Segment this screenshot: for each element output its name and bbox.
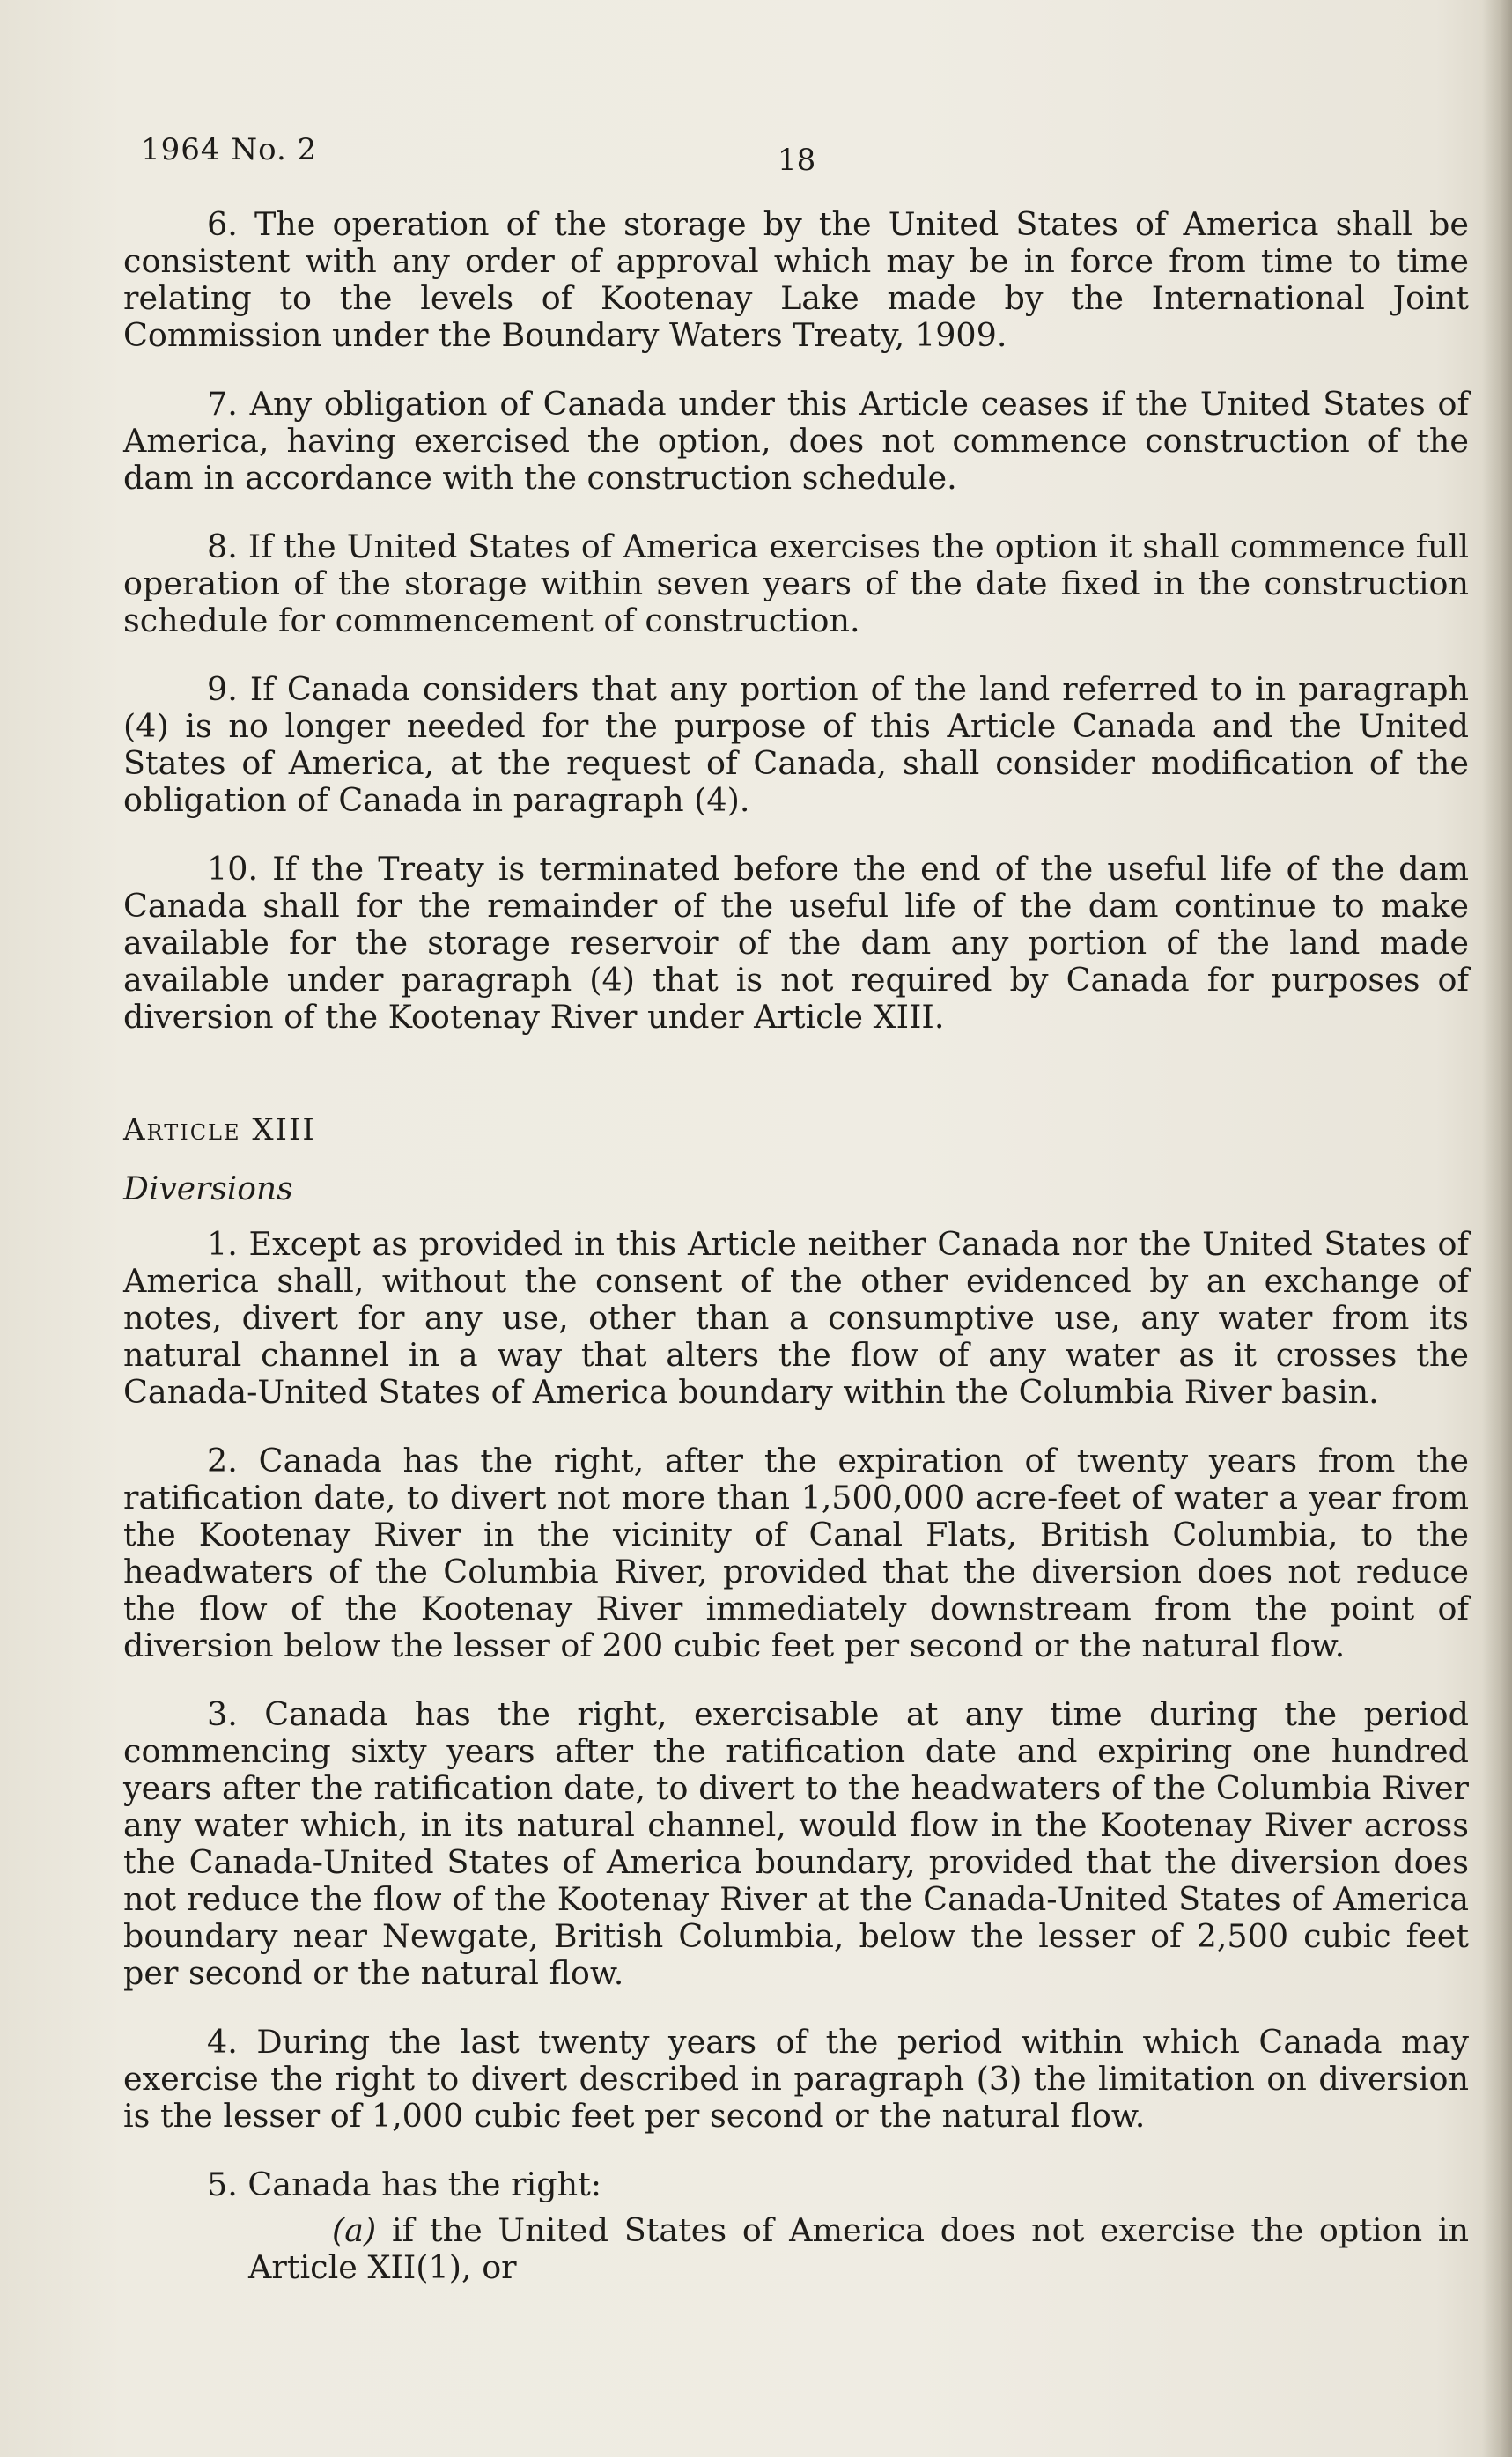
- paragraph-4: 4. During the last twenty years of the period within which Canada may exercise the right to divert described in paragraph (3) the limitation on diversion is the lesser of 1,000 cubic feet per second or the natural flow.: [123, 2023, 1469, 2135]
- paragraph-2: 2. Canada has the right, after the expiration of twenty years from the ratification date, to divert not more than 1,500,000 acre-feet of water a year from the Kootenay River in the vicinity of Canal Flats, British Columbia, to the headwaters of the Columbia River, provided that the diversion does not reduce the flow of the Kootenay River immediately downstream from the point of diversion below the lesser of 200 cubic feet per second or the natural flow.: [123, 1442, 1469, 1664]
- list-item-label: (a): [332, 2211, 377, 2249]
- article-subheading: Diversions: [123, 1171, 293, 1207]
- paragraph-3: 3. Canada has the right, exercisable at any time during the period commencing sixty years after the ratification date and expiring one hundred years after the ratification date, to divert to the headwaters of the Columbia River any water which, in its natural channel, would flow in the Kootenay River across the Canada-United States of America boundary, provided that the diversion does not reduce the flow of the Kootenay River at the Canada-United States of America boundary near Newgate, British Columbia, below the lesser of 2,500 cubic feet per second or the natural flow.: [123, 1695, 1469, 1992]
- paragraph-6: 6. The operation of the storage by the United States of America shall be consistent with any order of approval which may be in force from time to time relating to the levels of Kootenay Lake made by the International Joint Commission under the Boundary Waters Treaty, 1909.: [123, 205, 1469, 354]
- statute-reference: 1964 No. 2: [141, 132, 318, 167]
- page-number: 18: [778, 143, 816, 178]
- page-header: [141, 132, 1462, 185]
- paragraph-5: 5. Canada has the right:: [207, 2166, 602, 2203]
- paragraph-9: 9. If Canada considers that any portion of the land referred to in paragraph (4) is no longer needed for the purpose of this Article Canada and the United States of America, at the request of Canada, shall consider modification of the obligation of Canada in paragraph (4).: [123, 670, 1469, 819]
- article-heading: Article XIII: [123, 1112, 316, 1147]
- book-spine-shadow: [1482, 0, 1512, 2457]
- paragraph-7: 7. Any obligation of Canada under this Article ceases if the United States of America, having exercised the option, does not commence construction of the dam in accordance with the construction schedule.: [123, 385, 1469, 497]
- paragraph-1: 1. Except as provided in this Article neither Canada nor the United States of America shall, without the consent of the other evidenced by an exchange of notes, divert for any use, other than a consumptive use, any water from its natural channel in a way that alters the flow of any water as it crosses the Canada-United States of America boundary within the Columbia River basin.: [123, 1225, 1469, 1411]
- paragraph-8: 8. If the United States of America exercises the option it shall commence full operation of the storage within seven years of the date fixed in the construction schedule for commencement of construction.: [123, 528, 1469, 639]
- list-item-a: [123, 2212, 1469, 2286]
- page-body: [123, 206, 1469, 2318]
- list-item-text: if the United States of America does not exercise the option in Article XII(1), or: [248, 2211, 1469, 2286]
- paragraph-10: 10. If the Treaty is terminated before the end of the useful life of the dam Canada shall for the remainder of the useful life of the dam continue to make available for the storage reservoir of the dam any portion of the land made available under paragraph (4) that is not required by Canada for purposes of diversion of the Kootenay River under Article XIII.: [123, 850, 1469, 1036]
